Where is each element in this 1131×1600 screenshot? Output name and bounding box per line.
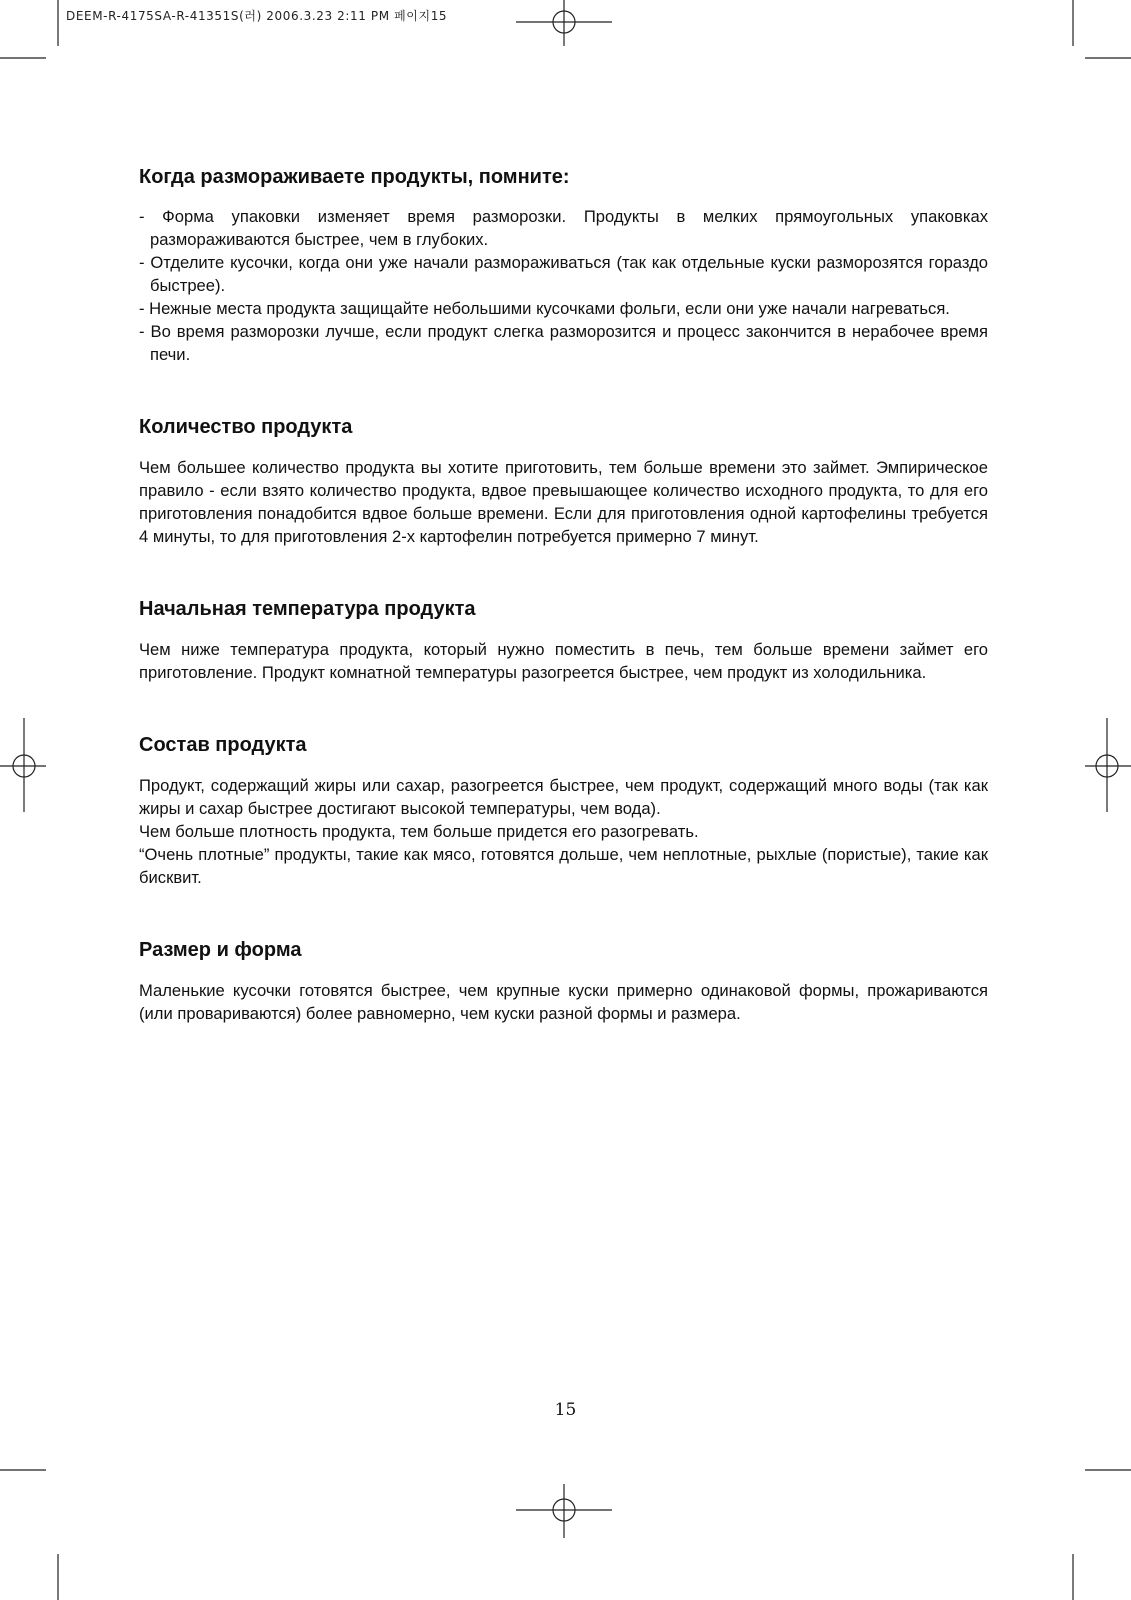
- section-title: Начальная температура продукта: [139, 598, 476, 620]
- paragraph: Продукт, содержащий жиры или сахар, разогреется быстрее, чем продукт, содержащий много воды (так как жиры и сахар быстрее достигают высокой температуры, чем вода).: [139, 776, 988, 818]
- list-item: - Во время разморозки лучше, если продукт слегка разморозится и процесс закончится в нерабочее время печи.: [139, 322, 988, 364]
- section-defrosting-tips: [139, 164, 988, 366]
- section-size-and-shape: [139, 937, 988, 1025]
- section-title: Когда размораживаете продукты, помните:: [139, 166, 570, 188]
- paragraph: Маленькие кусочки готовятся быстрее, чем крупные куски примерно одинаковой формы, прожариваются (или провариваются) более равномерно, чем куски разной формы и размера.: [139, 981, 988, 1023]
- list-item: - Форма упаковки изменяет время разморозки. Продукты в мелких прямоугольных упаковках размораживаются быстрее, чем в глубоких.: [139, 207, 988, 249]
- paragraph: Чем большее количество продукта вы хотите приготовить, тем больше времени это займет. Эмпирическое правило - если взято количество продукта, вдвое превышающее количество исходного продукта, то для его приготовления понадобится вдвое больше времени. Если для приготовления одной картофелины требуется 4 минуты, то для приготовления 2-х картофелин потребуется примерно 7 минут.: [139, 458, 988, 546]
- section-title: Размер и форма: [139, 939, 302, 961]
- list-item: - Отделите кусочки, когда они уже начали размораживаться (так как отдельные куски разморозятся гораздо быстрее).: [139, 253, 988, 295]
- paragraph: Чем ниже температура продукта, который нужно поместить в печь, тем больше времени займет его приготовление. Продукт комнатной температуры разогреется быстрее, чем продукт из холодильника.: [139, 640, 988, 682]
- section-initial-temperature: [139, 596, 988, 684]
- section-quantity: [139, 414, 988, 548]
- print-slug: DEEM-R-4175SA-R-41351S(러) 2006.3.23 2:11 PM 페이지15: [66, 9, 448, 23]
- paragraph: “Очень плотные” продукты, такие как мясо, готовятся дольше, чем неплотные, рыхлые (пористые), такие как бисквит.: [139, 845, 988, 887]
- paragraph: Чем больше плотность продукта, тем больше придется его разогревать.: [139, 822, 699, 841]
- list-item: - Нежные места продукта защищайте небольшими кусочками фольги, если они уже начали нагреваться.: [139, 299, 950, 318]
- section-title: Состав продукта: [139, 734, 307, 756]
- page-content: [139, 164, 988, 1025]
- section-title: Количество продукта: [139, 416, 353, 438]
- defrost-tips-list: [139, 205, 988, 366]
- page-number: 15: [554, 1400, 577, 1420]
- section-composition: [139, 732, 988, 889]
